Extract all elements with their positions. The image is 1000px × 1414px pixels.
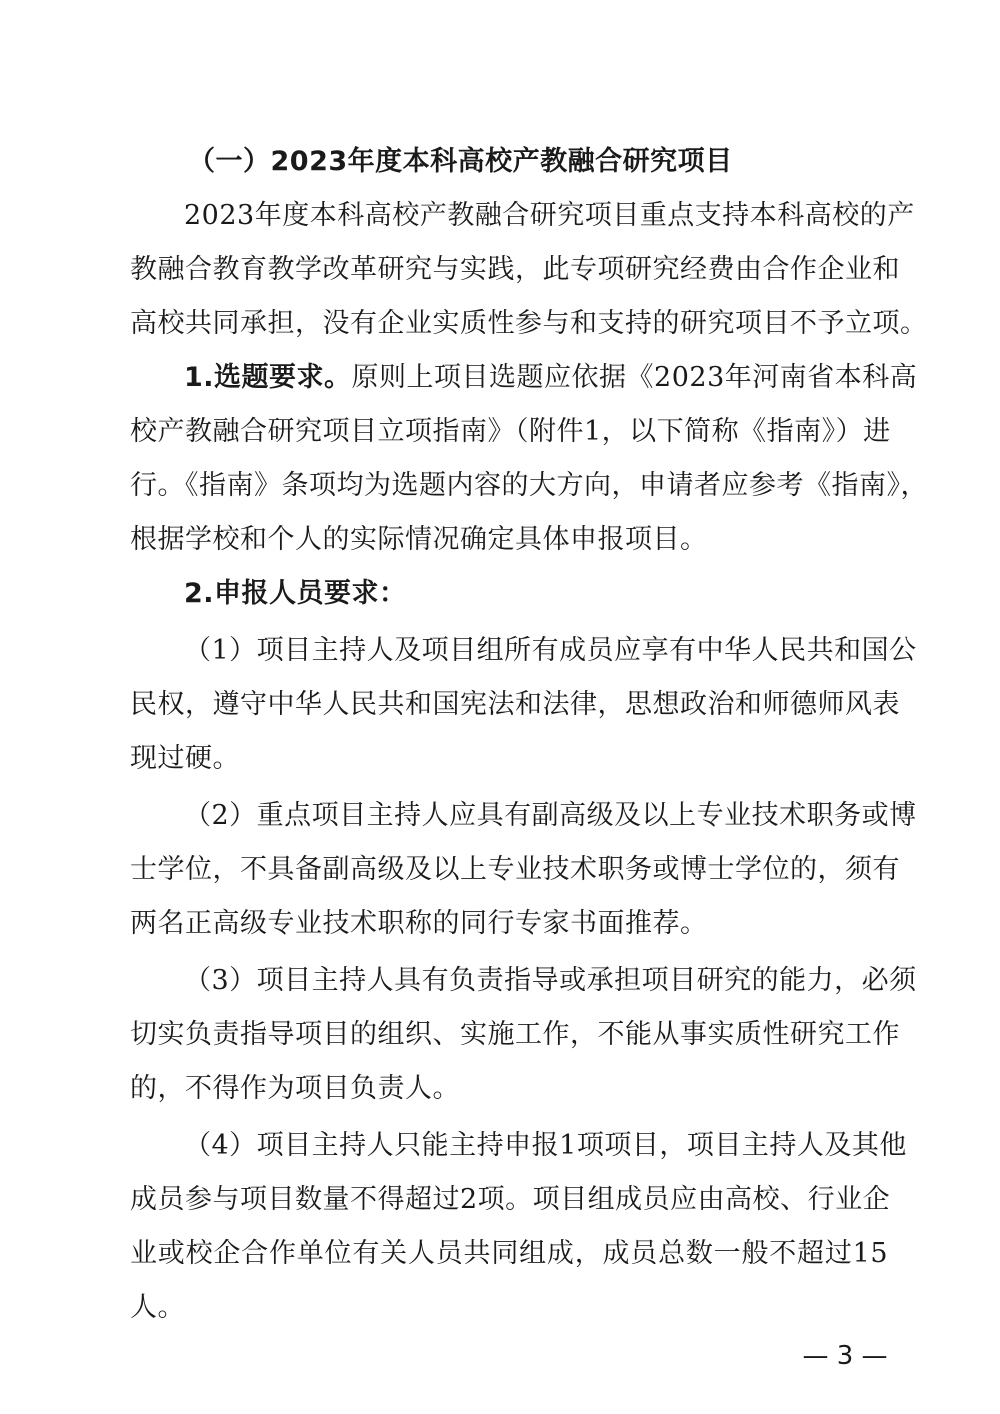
item-4-line-2: 成员参与项目数量不得超过2项。项目组成员应由高校、行业企 — [130, 1184, 891, 1215]
personnel-label: 2.申报人员要求： — [184, 578, 407, 609]
intro-line-2: 教融合教育教学改革研究与实践，此专项研究经费由合作企业和 — [130, 254, 900, 285]
topic-text: 原则上项目选题应依据《2023年河南省本科高 — [351, 362, 918, 393]
item-4-line-4: 人。 — [130, 1292, 185, 1323]
item-3-line-2: 切实负责指导项目的组织、实施工作，不能从事实质性研究工作 — [130, 1019, 900, 1050]
item-3-line-3: 的，不得作为项目负责人。 — [130, 1073, 460, 1104]
topic-line-1 — [184, 351, 918, 405]
section-heading: （一）2023年度本科高校产教融合研究项目 — [188, 146, 733, 177]
page-number: — 3 — — [802, 1341, 888, 1371]
item-2-line-3: 两名正高级专业技术职称的同行专家书面推荐。 — [130, 908, 708, 939]
topic-line-3: 行。《指南》条项均为选题内容的大方向，申请者应参考《指南》， — [130, 470, 928, 501]
item-3-line-1: （3）项目主持人具有负责指导或承担项目研究的能力，必须 — [184, 965, 917, 996]
item-1-line-3: 现过硬。 — [130, 743, 240, 774]
topic-line-4: 根据学校和个人的实际情况确定具体申报项目。 — [130, 524, 708, 555]
intro-line-1: 2023年度本科高校产教融合研究项目重点支持本科高校的产 — [184, 200, 915, 231]
item-1-line-2: 民权，遵守中华人民共和国宪法和法律，思想政治和师德师风表 — [130, 689, 900, 720]
topic-line-2: 校产教融合研究项目立项指南》（附件1，以下简称《指南》）进 — [130, 416, 891, 447]
intro-line-3: 高校共同承担，没有企业实质性参与和支持的研究项目不予立项。 — [130, 308, 928, 339]
item-4-line-3: 业或校企合作单位有关人员共同组成，成员总数一般不超过15 — [130, 1238, 888, 1269]
item-2-line-2: 士学位，不具备副高级及以上专业技术职务或博士学位的，须有 — [130, 854, 900, 885]
item-1-line-1: （1）项目主持人及项目组所有成员应享有中华人民共和国公 — [184, 635, 917, 666]
topic-label: 1.选题要求。 — [184, 362, 352, 393]
item-4-line-1: （4）项目主持人只能主持申报1项项目，项目主持人及其他 — [184, 1130, 907, 1161]
item-2-line-1: （2）重点项目主持人应具有副高级及以上专业技术职务或博 — [184, 800, 917, 831]
